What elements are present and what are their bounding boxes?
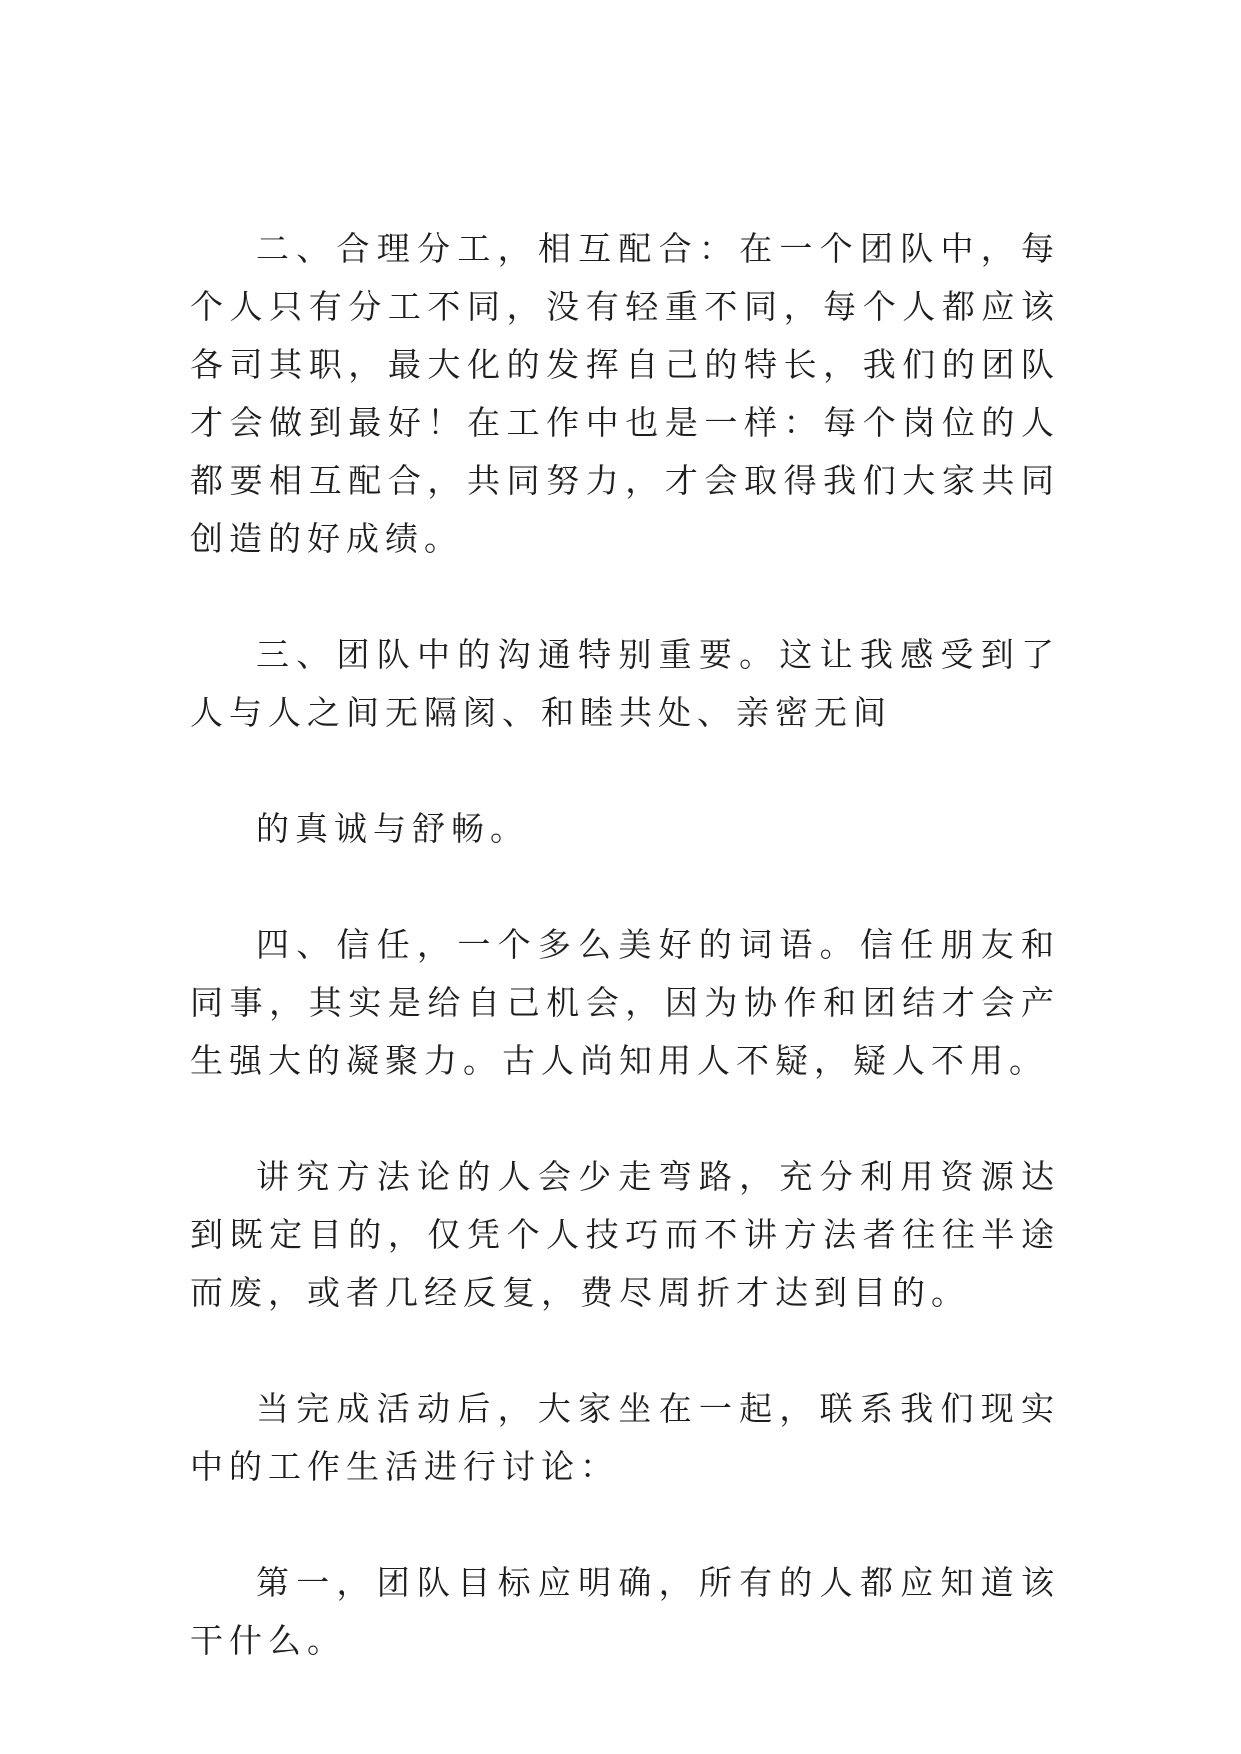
paragraph-first-point: 第一，团队目标应明确，所有的人都应知道该干什么。 (190, 1563, 1060, 1660)
paragraph-discussion-intro: 当完成活动后，大家坐在一起，联系我们现实中的工作生活进行讨论： (190, 1389, 1060, 1486)
paragraph-communication: 三、团队中的沟通特别重要。这让我感受到了人与人之间无隔阂、和睦共处、亲密无间 (190, 635, 1060, 732)
document-body (190, 220, 1060, 1728)
paragraph-communication-continued: 的真诚与舒畅。 (256, 809, 529, 848)
paragraph-division-of-labor: 二、合理分工，相互配合：在一个团队中，每个人只有分工不同，没有轻重不同，每个人都应该各司其职，最大化的发挥自己的特长，我们的团队才会做到最好！在工作中也是一样：每个岗位的人都要相互配合，共同努力，才会取得我们大家共同创造的好成绩。 (190, 229, 1060, 558)
paragraph-trust: 四、信任，一个多么美好的词语。信任朋友和同事，其实是给自己机会，因为协作和团结才会产生强大的凝聚力。古人尚知用人不疑，疑人不用。 (190, 925, 1060, 1080)
paragraph-methodology: 讲究方法论的人会少走弯路，充分利用资源达到既定目的，仅凭个人技巧而不讲方法者往往半途而废，或者几经反复，费尽周折才达到目的。 (190, 1157, 1060, 1312)
